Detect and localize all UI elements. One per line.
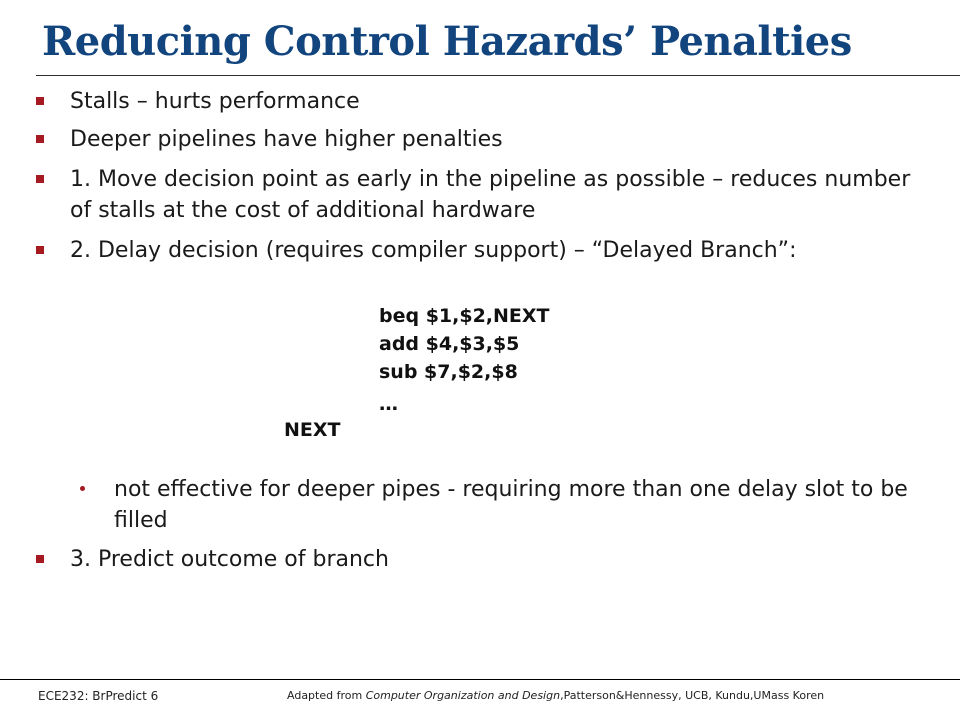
bullet-predict-outcome xyxy=(36,544,916,575)
sub-bullet-text: not effective for deeper pipes - requiring more than one delay slot to be filled xyxy=(114,477,908,533)
square-bullet-icon xyxy=(36,246,44,254)
code-line-beq: beq $1,$2,NEXT xyxy=(379,305,550,327)
bullet-text: 3. Predict outcome of branch xyxy=(70,547,389,572)
footer-slide-id: ECE232: BrPredict 6 xyxy=(38,689,159,703)
bullet-stalls xyxy=(36,86,916,117)
square-bullet-icon xyxy=(36,555,44,563)
bullet-text: 1. Move decision point as early in the pipeline as possible – reduces number of stalls at the cost of additional hardware xyxy=(70,167,911,223)
code-line-ellipsis: … xyxy=(379,393,398,415)
code-line-add: add $4,$3,$5 xyxy=(379,333,520,355)
bullet-text: Stalls – hurts performance xyxy=(70,89,360,114)
title-divider xyxy=(36,75,960,76)
code-label-next: NEXT xyxy=(284,419,341,441)
square-bullet-icon xyxy=(36,135,44,143)
code-line-sub: sub $7,$2,$8 xyxy=(379,361,518,383)
bullet-deeper-pipelines xyxy=(36,124,916,155)
square-bullet-icon xyxy=(36,97,44,105)
footer-divider xyxy=(0,679,960,680)
bullet-text: Deeper pipelines have higher penalties xyxy=(70,127,503,152)
bullet-text: 2. Delay decision (requires compiler support) – “Delayed Branch”: xyxy=(70,238,797,263)
slide-title: Reducing Control Hazards’ Penalties xyxy=(42,18,852,65)
attribution-book-title: Computer Organization and Design xyxy=(365,689,561,702)
attribution-suffix: ,Patterson&Hennessy, UCB, Kundu,UMass Koren xyxy=(560,689,825,702)
square-bullet-icon xyxy=(36,175,44,183)
attribution-prefix: Adapted from xyxy=(287,689,366,702)
bullet-delay-decision xyxy=(36,235,916,266)
sub-bullet-not-effective xyxy=(80,474,942,536)
dot-bullet-icon xyxy=(80,486,85,491)
bullet-move-decision-point xyxy=(36,164,916,226)
footer-attribution xyxy=(287,689,824,702)
